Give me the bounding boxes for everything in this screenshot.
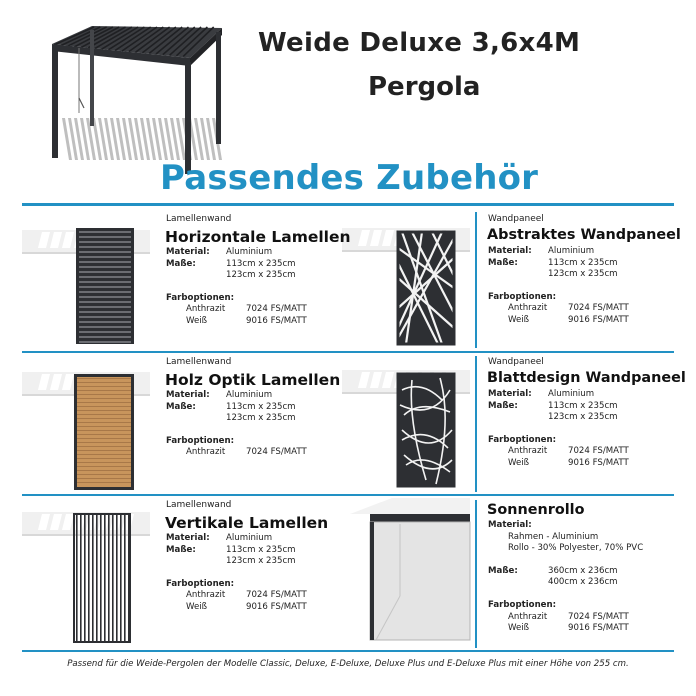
pergola-image bbox=[22, 18, 232, 168]
product-name: Blattdesign Wandpaneel bbox=[487, 370, 686, 386]
material-label: Material: bbox=[488, 389, 532, 399]
product-name: Horizontale Lamellen bbox=[165, 228, 351, 246]
product-name: Abstraktes Wandpaneel bbox=[487, 227, 681, 243]
product-specs bbox=[166, 533, 307, 614]
column-divider bbox=[475, 500, 477, 648]
size-value: 113cm x 235cm bbox=[226, 544, 296, 555]
material-value: Aluminium bbox=[226, 533, 273, 543]
abstraktes-wandpaneel-image bbox=[342, 218, 472, 348]
material-value: Aluminium bbox=[226, 247, 273, 257]
horizontal-lamellen-image bbox=[22, 220, 152, 350]
material-label: Material: bbox=[166, 533, 210, 543]
material-label: Material: bbox=[488, 246, 532, 256]
color-code: 9016 FS/MATT bbox=[568, 457, 629, 468]
row-divider bbox=[22, 351, 674, 353]
material-value: Rollo - 30% Polyester, 70% PVC bbox=[508, 543, 644, 554]
material-label: Material: bbox=[488, 520, 532, 530]
size-value: 360cm x 236cm bbox=[548, 565, 618, 576]
color-code: 7024 FS/MATT bbox=[246, 447, 307, 458]
material-value: Aluminium bbox=[226, 390, 273, 400]
color-name: Weiß bbox=[508, 623, 530, 634]
product-title: Weide Deluxe 3,6x4M bbox=[258, 28, 581, 58]
footer-note: Passend für die Weide-Pergolen der Modelle Classic, Deluxe, E-Deluxe, Deluxe Plus und E-Deluxe Plus mit einer Höhe von 255 cm. bbox=[67, 659, 629, 669]
color-code: 9016 FS/MATT bbox=[568, 314, 629, 325]
color-name: Anthrazit bbox=[508, 446, 548, 457]
color-name: Anthrazit bbox=[186, 304, 226, 315]
size-label: Maße: bbox=[166, 544, 196, 555]
size-label: Maße: bbox=[488, 400, 518, 411]
color-code: 7024 FS/MATT bbox=[568, 446, 629, 457]
color-code: 9016 FS/MATT bbox=[246, 315, 307, 326]
size-value: 113cm x 235cm bbox=[548, 400, 618, 411]
material-value: Aluminium bbox=[548, 246, 595, 256]
column-divider bbox=[475, 356, 477, 492]
color-code: 9016 FS/MATT bbox=[568, 623, 629, 634]
material-value: Aluminium bbox=[548, 389, 595, 399]
product-subtitle: Pergola bbox=[368, 72, 481, 102]
color-name: Weiß bbox=[508, 457, 530, 468]
product-specs bbox=[166, 247, 307, 328]
size-label: Maße: bbox=[488, 257, 518, 268]
column-divider bbox=[475, 212, 477, 348]
heading-divider bbox=[22, 203, 674, 206]
size-label: Maße: bbox=[166, 401, 196, 412]
size-value: 113cm x 235cm bbox=[226, 258, 296, 269]
color-options-header: Farboptionen: bbox=[488, 434, 557, 445]
size-value: 400cm x 236cm bbox=[548, 577, 618, 588]
size-value: 113cm x 235cm bbox=[226, 401, 296, 412]
product-category: Lamellenwand bbox=[166, 500, 232, 510]
holz-optik-image bbox=[22, 362, 152, 492]
material-label: Material: bbox=[166, 247, 210, 257]
color-name: Anthrazit bbox=[186, 590, 226, 601]
product-category: Lamellenwand bbox=[166, 214, 232, 224]
row-divider bbox=[22, 650, 674, 652]
product-name: Sonnenrollo bbox=[487, 502, 585, 518]
product-category: Lamellenwand bbox=[166, 357, 232, 367]
product-specs bbox=[488, 520, 643, 635]
product-specs bbox=[166, 390, 307, 459]
color-name: Anthrazit bbox=[508, 611, 548, 622]
size-value: 123cm x 235cm bbox=[226, 413, 296, 424]
size-value: 113cm x 235cm bbox=[548, 257, 618, 268]
color-options-header: Farboptionen: bbox=[166, 578, 235, 589]
size-label: Maße: bbox=[166, 258, 196, 269]
product-name: Vertikale Lamellen bbox=[165, 514, 329, 532]
color-options-header: Farboptionen: bbox=[166, 435, 235, 446]
product-category: Wandpaneel bbox=[488, 357, 544, 367]
section-heading: Passendes Zubehör bbox=[160, 158, 539, 198]
size-label: Maße: bbox=[488, 565, 518, 576]
color-options-header: Farboptionen: bbox=[488, 599, 557, 610]
color-name: Weiß bbox=[186, 601, 208, 612]
color-code: 9016 FS/MATT bbox=[246, 601, 307, 612]
product-name: Holz Optik Lamellen bbox=[165, 371, 341, 389]
size-value: 123cm x 235cm bbox=[226, 556, 296, 567]
color-options-header: Farboptionen: bbox=[488, 291, 557, 302]
product-specs bbox=[488, 389, 629, 470]
color-name: Weiß bbox=[508, 314, 530, 325]
material-value: Rahmen - Aluminium bbox=[508, 531, 599, 542]
product-specs bbox=[488, 246, 629, 327]
sonnenrollo-image bbox=[342, 496, 472, 646]
color-name: Anthrazit bbox=[508, 303, 548, 314]
size-value: 123cm x 235cm bbox=[226, 270, 296, 281]
color-name: Anthrazit bbox=[186, 447, 226, 458]
size-value: 123cm x 235cm bbox=[548, 412, 618, 423]
color-options-header: Farboptionen: bbox=[166, 292, 235, 303]
color-name: Weiß bbox=[186, 315, 208, 326]
product-category: Wandpaneel bbox=[488, 214, 544, 224]
color-code: 7024 FS/MATT bbox=[246, 304, 307, 315]
material-label: Material: bbox=[166, 390, 210, 400]
size-value: 123cm x 235cm bbox=[548, 269, 618, 280]
color-code: 7024 FS/MATT bbox=[246, 590, 307, 601]
color-code: 7024 FS/MATT bbox=[568, 303, 629, 314]
color-code: 7024 FS/MATT bbox=[568, 611, 629, 622]
blattdesign-wandpaneel-image bbox=[342, 360, 472, 490]
vertikale-lamellen-image bbox=[22, 502, 152, 647]
